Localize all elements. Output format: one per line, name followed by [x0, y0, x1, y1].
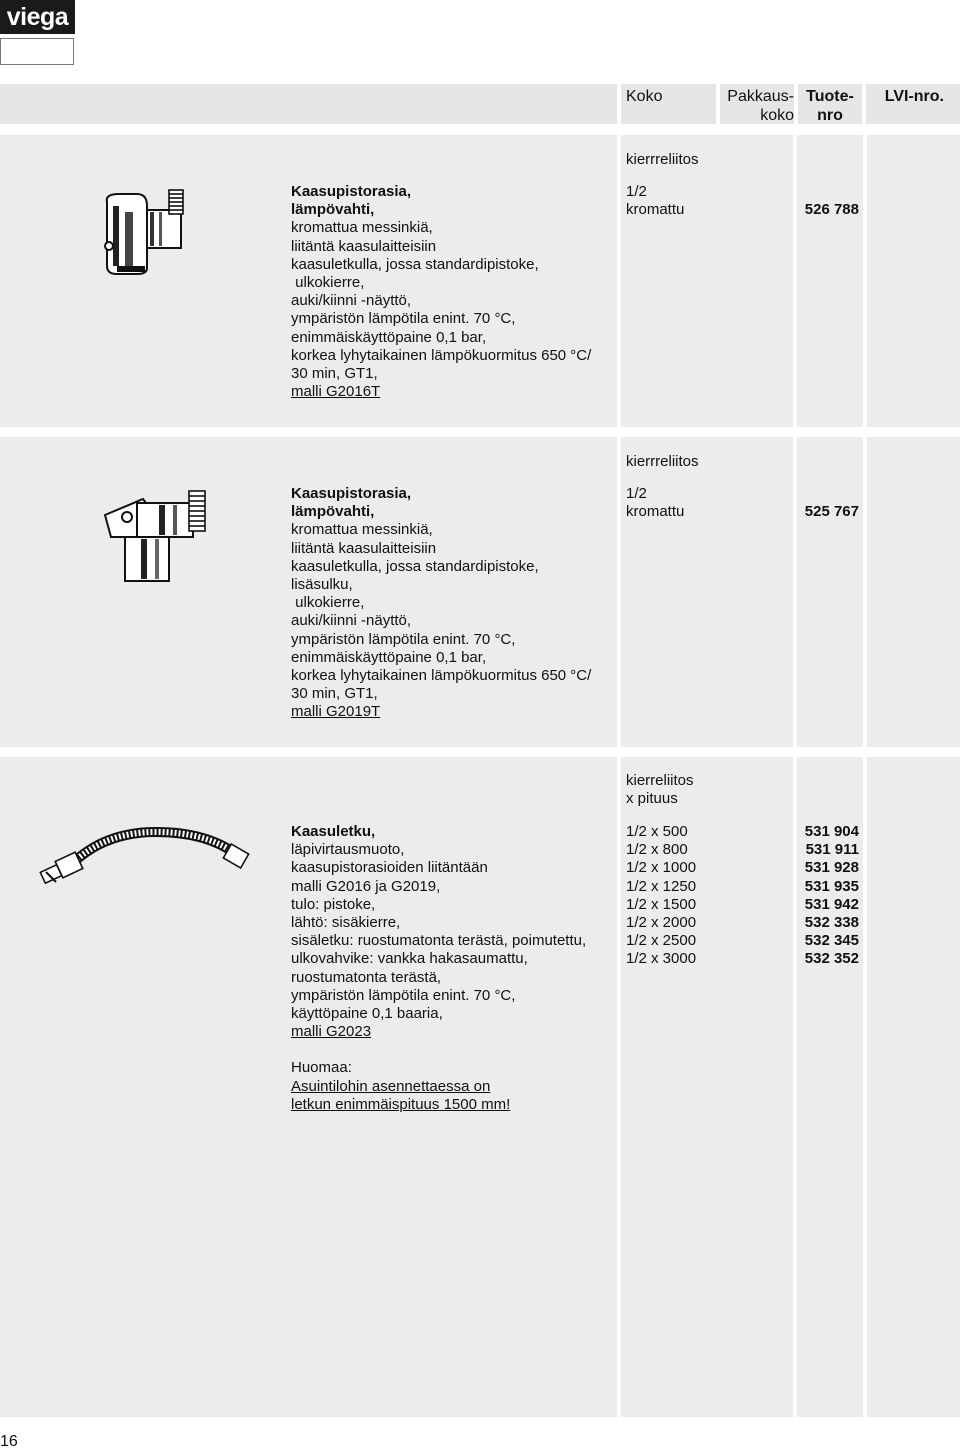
row2-size: 1/2 kromattu — [626, 485, 685, 521]
header-pakkauskoko: Pakkaus- koko — [720, 84, 794, 124]
row1-description: Kaasupistorasia, lämpövahti, kromattua messinkiä, liitäntä kaasulaitteisiin kaasuletkulla, jossa standardipistoke, ulkokierre, auki/kiinni -näyttö, ympäristön lämpötila enint. 70 °C, enimmäiskäyttöpaine 0,1 bar, korkea lyhytaikainen lämpökuormitus 650 °C/ 30 min, GT1, malli G2016T — [291, 183, 592, 401]
note-title: Huomaa: — [291, 1059, 352, 1077]
row2-size-panel — [621, 437, 793, 747]
row2-connection: kierrreliitos — [626, 453, 699, 470]
row1-size-panel — [621, 135, 793, 427]
row1-lvi: 526 788 — [804, 201, 859, 218]
row1-tuote-panel — [797, 135, 863, 427]
gas-hose-image — [36, 822, 251, 892]
row3-connection: kierreliitos x pituus — [626, 772, 694, 808]
row2-tuote-panel — [797, 437, 863, 747]
row3-lvis: 531 904 531 911 531 928 531 935 531 942 532 338 532 345 532 352 — [804, 823, 859, 968]
viega-logo: viega — [0, 0, 75, 34]
header-tuotenro: Tuote- nro — [798, 84, 862, 124]
row1-lvi-panel — [867, 135, 960, 427]
row3-description: Kaasuletku, läpivirtausmuoto, kaasupistorasioiden liitäntään malli G2016 ja G2019, tulo: pistoke, lähtö: sisäkierre, sisäletku: ruostumatonta terästä, poimutettu, ulkovahvike: vankka hakasaumattu, ruostumatonta terästä, ympäristön lämpötila enint. 70 °C, käyttöpaine 0,1 baaria, malli G2023 Huomaa: Asuintilohin asennettaessa on letkun enimmäispituus 1500 mm! — [291, 823, 587, 1113]
logo-box — [0, 38, 74, 65]
row2-description: Kaasupistorasia, lämpövahti, kromattua messinkiä, liitäntä kaasulaitteisiin kaasuletkulla, jossa standardipistoke, lisäsulku, ulkokierre, auki/kiinni -näyttö, ympäristön lämpötila enint. 70 °C, enimmäiskäyttöpaine 0,1 bar, korkea lyhytaikainen lämpökuormitus 650 °C/ 30 min, GT1, malli G2019T — [291, 485, 592, 721]
gas-socket-shutoff-image — [85, 485, 235, 585]
row2-lvi-panel — [867, 437, 960, 747]
header-koko: Koko — [621, 84, 716, 124]
row2-lvi: 525 767 — [804, 503, 859, 520]
header-bar — [0, 84, 617, 124]
page-number: 16 — [0, 1433, 18, 1450]
header-lvinro: LVI-nro. — [866, 84, 960, 124]
row3-sizes: 1/2 x 500 1/2 x 800 1/2 x 1000 1/2 x 1250 1/2 x 1500 1/2 x 2000 1/2 x 2500 1/2 x 3000 — [626, 823, 697, 968]
row1-connection: kierrreliitos — [626, 151, 699, 168]
note-line: Asuintilohin asennettaessa on — [291, 1077, 491, 1095]
gas-socket-image — [95, 182, 195, 277]
note-line: letkun enimmäispituus 1500 mm! — [291, 1095, 511, 1113]
row1-size: 1/2 kromattu — [626, 183, 685, 219]
row3-lvi-panel — [867, 757, 960, 1417]
